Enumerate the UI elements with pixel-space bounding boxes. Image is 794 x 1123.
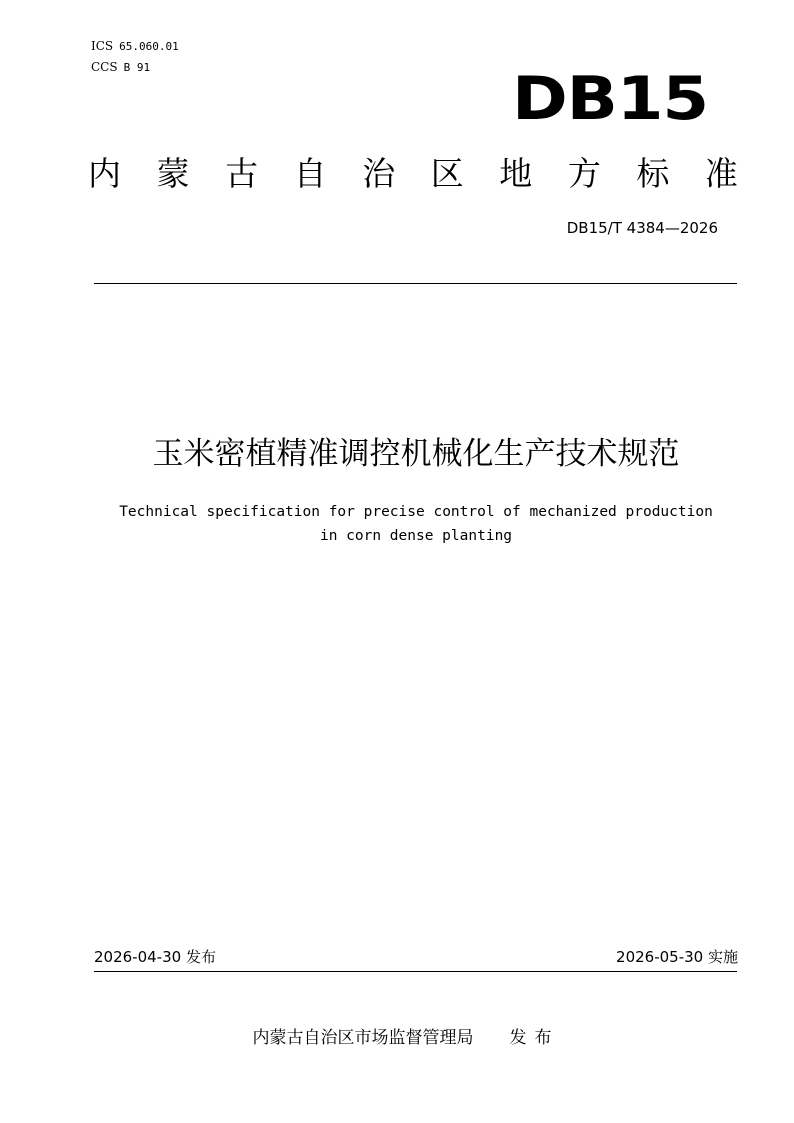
org-char: 区 bbox=[430, 154, 464, 193]
ics-code: 65.060.01 bbox=[119, 40, 179, 53]
footer-divider bbox=[94, 971, 737, 972]
title-english-line2: in corn dense planting bbox=[319, 528, 513, 544]
org-char: 古 bbox=[225, 154, 259, 193]
org-char: 标 bbox=[636, 154, 670, 193]
db15-logo: DB15 bbox=[512, 64, 709, 134]
organization-title bbox=[88, 152, 738, 196]
implementation-date: 2026-05-30 实施 bbox=[616, 948, 738, 966]
org-char: 准 bbox=[704, 154, 738, 193]
issuer-line bbox=[0, 1026, 794, 1050]
issuer-action: 发布 bbox=[509, 1028, 560, 1048]
title-chinese: 玉米密植精准调控机械化生产技术规范 bbox=[152, 436, 680, 472]
org-char: 蒙 bbox=[156, 154, 190, 193]
standard-number: DB15/T 4384—2026 bbox=[566, 219, 718, 237]
ccs-classification bbox=[91, 60, 150, 75]
header-divider bbox=[94, 283, 737, 284]
issue-date: 2026-04-30 发布 bbox=[94, 948, 216, 966]
org-char: 地 bbox=[499, 154, 533, 193]
org-char: 自 bbox=[293, 154, 327, 193]
org-char: 方 bbox=[567, 154, 601, 193]
issuer-name: 内蒙古自治区市场监督管理局 bbox=[252, 1028, 474, 1048]
title-english-line1: Technical specification for precise control of mechanized production bbox=[119, 504, 713, 520]
ics-classification bbox=[91, 39, 179, 54]
ccs-code: B 91 bbox=[123, 61, 151, 74]
org-char: 治 bbox=[362, 154, 396, 193]
org-char: 内 bbox=[88, 154, 121, 193]
ics-label: ICS bbox=[91, 39, 114, 53]
ccs-label: CCS bbox=[91, 60, 118, 74]
